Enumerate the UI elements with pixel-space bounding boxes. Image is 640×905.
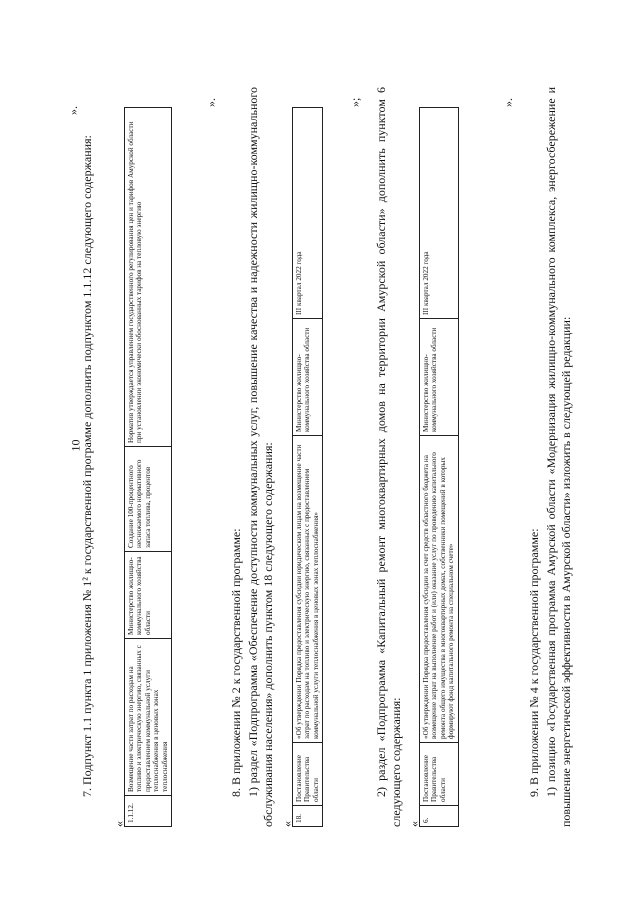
closing-quote: ». [501, 98, 515, 107]
row-term: III квартал 2022 года [420, 108, 459, 319]
opening-quote: « [112, 821, 126, 827]
row-doc-name: «Об утверждении Порядка предоставления субсидии юридическим лицам на возмещение части затрат по расходам на топливо и электрическую энергию, связанных с предоставлением коммунальной услуги теплоснабжения в ценовых зонах теплоснабжения» [293, 436, 323, 743]
section-7-text: 7. Подпункт 1.1 пункта 1 приложения № 1² к государственной программе дополнить подпунктом 1.1.12 следующего содержания: [80, 135, 94, 797]
section-8-item-2: 2) раздел «Подпрограмма «Капитальный ремонт многоквартирных домов на территории Амурской области» дополнить пунктом 6 следующего содержания: [374, 87, 403, 827]
row-executor: Министерство жилищно-коммунального хозяйства области [420, 319, 459, 436]
row-number: 6. [420, 806, 459, 827]
section-7-table [124, 107, 172, 827]
section-8-table-1 [292, 107, 323, 827]
section-8-table-2 [419, 107, 459, 827]
row-doc-type: Постановление Правительства области [293, 743, 323, 806]
row-result: Создание 100-процентного неснижаемого нормативного запаса топлива, процентов [125, 447, 172, 552]
row-number: 1.1.12. [125, 796, 172, 827]
closing-quote: ». [66, 106, 80, 115]
row-doc-type: Постановление Правительства области [420, 743, 459, 806]
row-executor: Министерство жилищно-коммунального хозяйства области [293, 319, 323, 436]
table-row [420, 108, 459, 827]
section-9-text: 9. В приложении № 4 к государственной программе: [527, 528, 541, 797]
table-row [293, 108, 323, 827]
section-8-text: 8. В приложении № 2 к государственной программе: [229, 528, 243, 797]
page-number: 10 [68, 439, 83, 452]
closing-quote: »; [348, 97, 362, 107]
row-term: III квартал 2022 года [293, 108, 323, 319]
table-row [125, 108, 172, 827]
row-number: 18. [293, 806, 323, 827]
row-measure: Возмещение части затрат по расходам на топливо и электрическую энергию, связанных с предоставлением коммунальной услуги теплоснабжения в ценовых зонах теплоснабжения [125, 639, 172, 796]
opening-quote: « [407, 821, 421, 827]
row-doc-name: «Об утверждении Порядка предоставления субсидии за счет средств областного бюджета на возмещение затрат на выполнение работ и (или) оказание услуг по проведению капитального ремонта общего имущества в многоквартирных домах, собственники помещений в которых формируют фонд капитального ремонта на специальном счете» [420, 436, 459, 743]
row-condition: Норматив утверждается управлением государственного регулирования цен и тарифов Амурской области при установлении экономически обоснованных тарифов на тепловую энергию [125, 108, 172, 447]
closing-quote: ». [204, 98, 218, 107]
row-executor: Министерство жилищно-коммунального хозяйства области [125, 552, 172, 639]
section-9-item-1: 1) позицию «Государственная программа Амурской области «Модернизация жилищно-коммунального комплекса, энергосбережение и повышение энергетической эффективности в Амурской области» изложить в следующей редакции: [544, 87, 573, 827]
section-8-item-1: 1) раздел «Подпрограмма «Обеспечение доступности коммунальных услуг, повышение качества и надежности жилищно-коммунального обслуживания населения» дополнить пунктом 18 следующего содержания: [246, 87, 275, 827]
opening-quote: « [280, 821, 294, 827]
